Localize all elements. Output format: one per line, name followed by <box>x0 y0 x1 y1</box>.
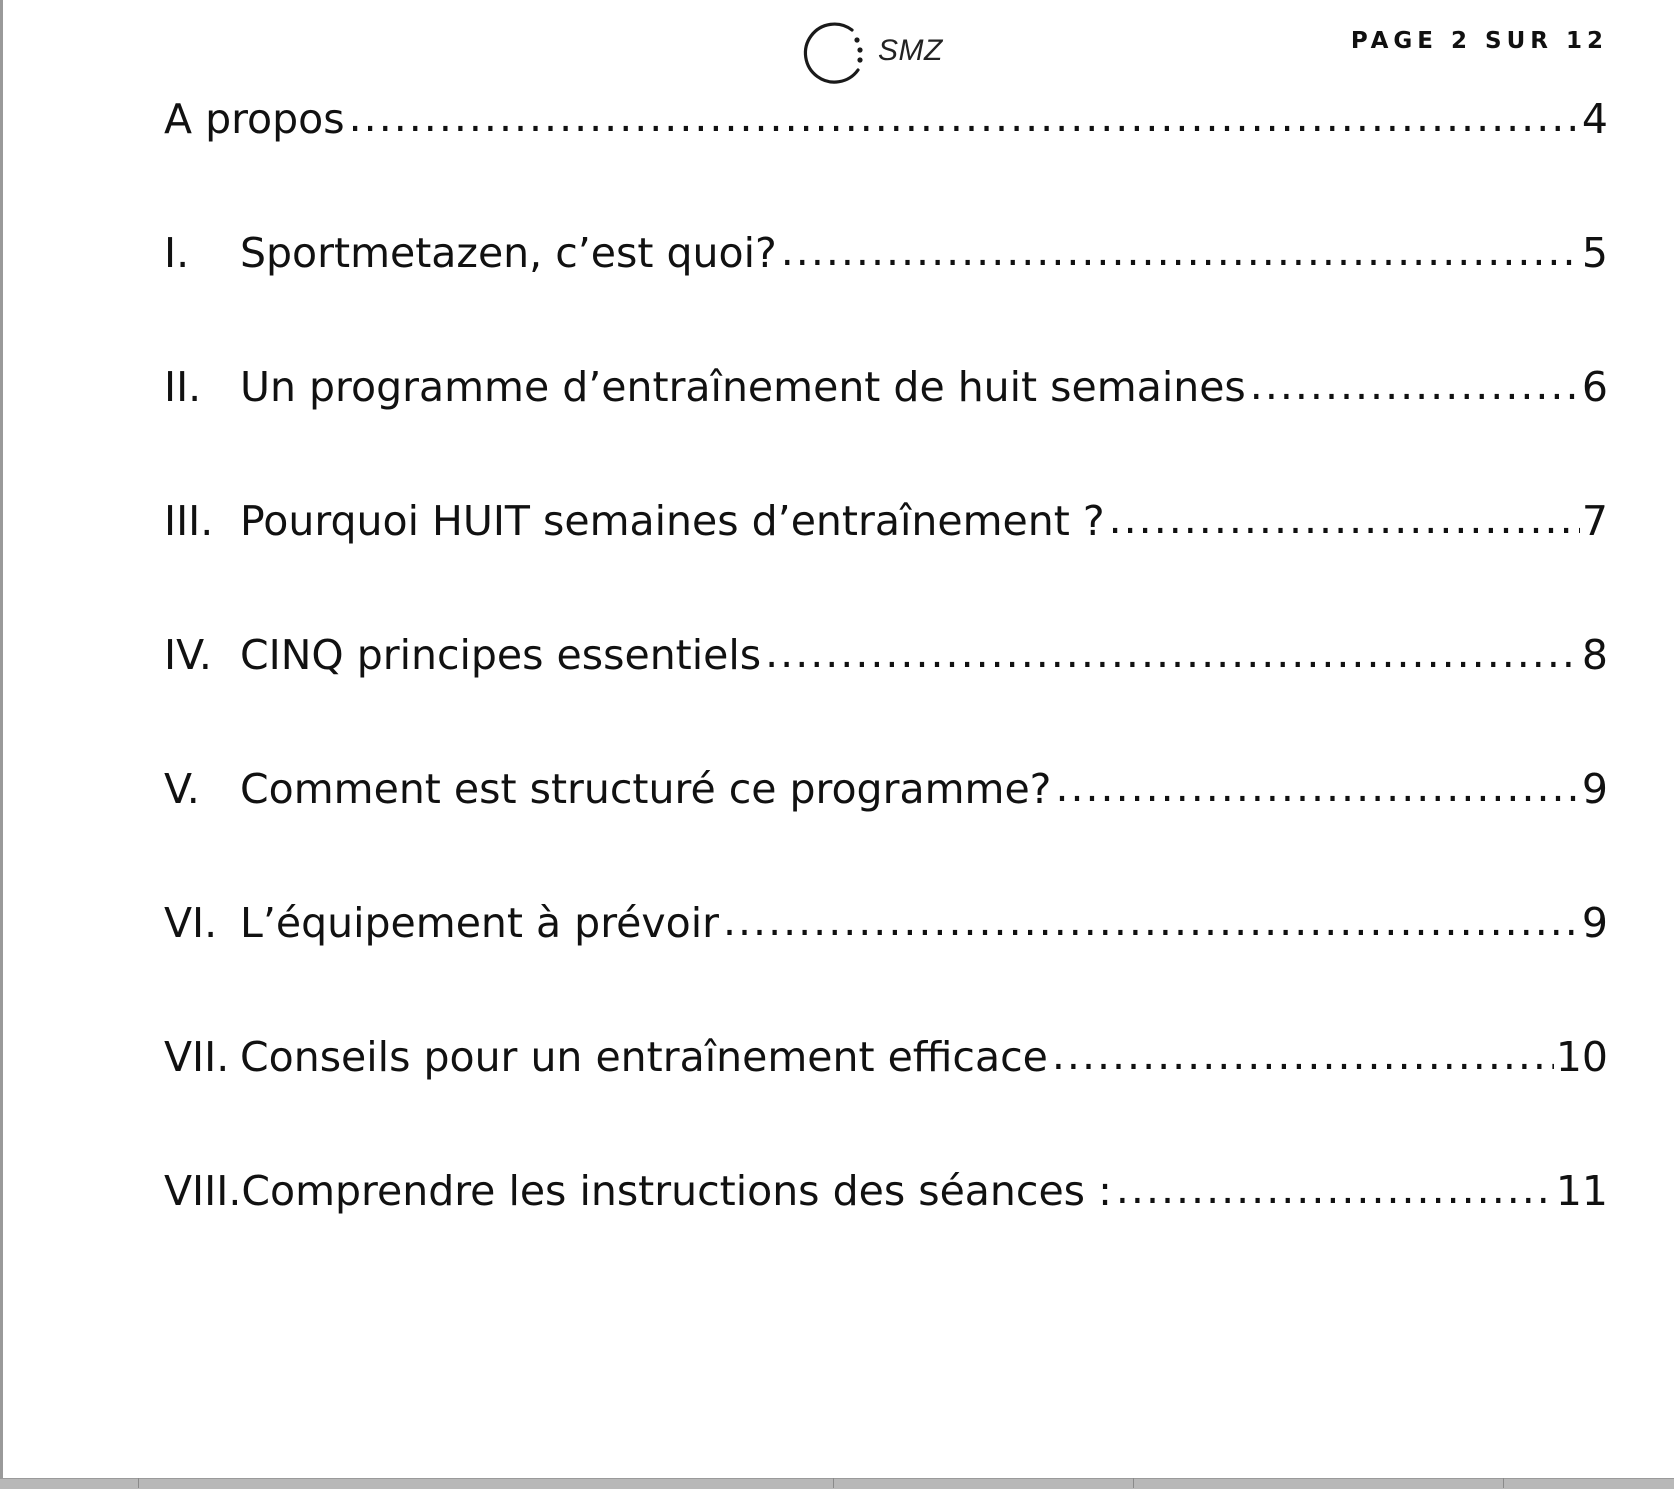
toc-entry[interactable] <box>164 363 1608 497</box>
bottom-scrollbar[interactable] <box>0 1478 1674 1489</box>
toc-entry-number: VIII. <box>164 1167 242 1215</box>
toc-entry-page-number: 10 <box>1555 1033 1608 1081</box>
toc-entry-title: Conseils pour un entraînement efficace <box>240 1033 1048 1081</box>
toc-entry-number: IV. <box>164 631 212 679</box>
toc-entry-page-number: 6 <box>1581 363 1608 411</box>
toc-dot-leader <box>349 93 1580 141</box>
page-left-edge <box>0 0 3 1488</box>
toc-entry-title: Pourquoi HUIT semaines d’entraînement ? <box>240 497 1105 545</box>
toc-entry-page-number: 7 <box>1581 497 1608 545</box>
bottom-divider <box>1133 1478 1134 1488</box>
toc-entry-page-number: 5 <box>1581 229 1608 277</box>
bottom-divider <box>138 1478 139 1488</box>
toc-entry-number: II. <box>164 363 202 411</box>
toc-entry[interactable] <box>164 95 1608 229</box>
toc-entry-number: III. <box>164 497 214 545</box>
toc-entry-page-number: 9 <box>1581 765 1608 813</box>
toc-entry-number: I. <box>164 229 190 277</box>
toc-entry-title: Un programme d’entraînement de huit semaines <box>240 363 1246 411</box>
toc-dot-leader <box>1250 361 1580 409</box>
toc-entry-title: Comprendre les instructions des séances : <box>241 1167 1112 1215</box>
toc-dot-leader <box>781 227 1580 275</box>
toc-dot-leader <box>723 897 1580 945</box>
toc-dot-leader <box>1055 763 1579 811</box>
toc-entry-page-number: 11 <box>1555 1167 1608 1215</box>
toc-dot-leader <box>1116 1165 1554 1213</box>
logo-text: SMZ <box>878 34 943 67</box>
toc-entry[interactable] <box>164 229 1608 363</box>
toc-entry-page-number: 8 <box>1581 631 1608 679</box>
toc-entry[interactable] <box>164 1167 1608 1301</box>
toc-entry[interactable] <box>164 899 1608 1033</box>
toc-dot-leader <box>765 629 1580 677</box>
page-number: PAGE 2 SUR 12 <box>1350 28 1608 54</box>
toc-entry-title: CINQ principes essentiels <box>240 631 762 679</box>
bottom-divider <box>833 1478 834 1488</box>
table-of-contents <box>164 95 1608 1301</box>
toc-entry-title: L’équipement à prévoir <box>240 899 719 947</box>
toc-entry-page-number: 9 <box>1581 899 1608 947</box>
toc-entry[interactable] <box>164 631 1608 765</box>
toc-entry-number: VII. <box>164 1033 230 1081</box>
toc-entry[interactable] <box>164 1033 1608 1167</box>
toc-entry-title: A propos <box>164 95 345 143</box>
toc-entry-page-number: 4 <box>1581 95 1608 143</box>
toc-dot-leader <box>1109 495 1580 543</box>
toc-entry-title: Sportmetazen, c’est quoi? <box>240 229 777 277</box>
toc-entry[interactable] <box>164 497 1608 631</box>
toc-entry-title: Comment est structuré ce programme? <box>240 765 1052 813</box>
toc-entry-number: VI. <box>164 899 218 947</box>
bottom-divider <box>1503 1478 1504 1488</box>
toc-entry[interactable] <box>164 765 1608 899</box>
toc-dot-leader <box>1052 1031 1554 1079</box>
toc-entry-number: V. <box>164 765 200 813</box>
